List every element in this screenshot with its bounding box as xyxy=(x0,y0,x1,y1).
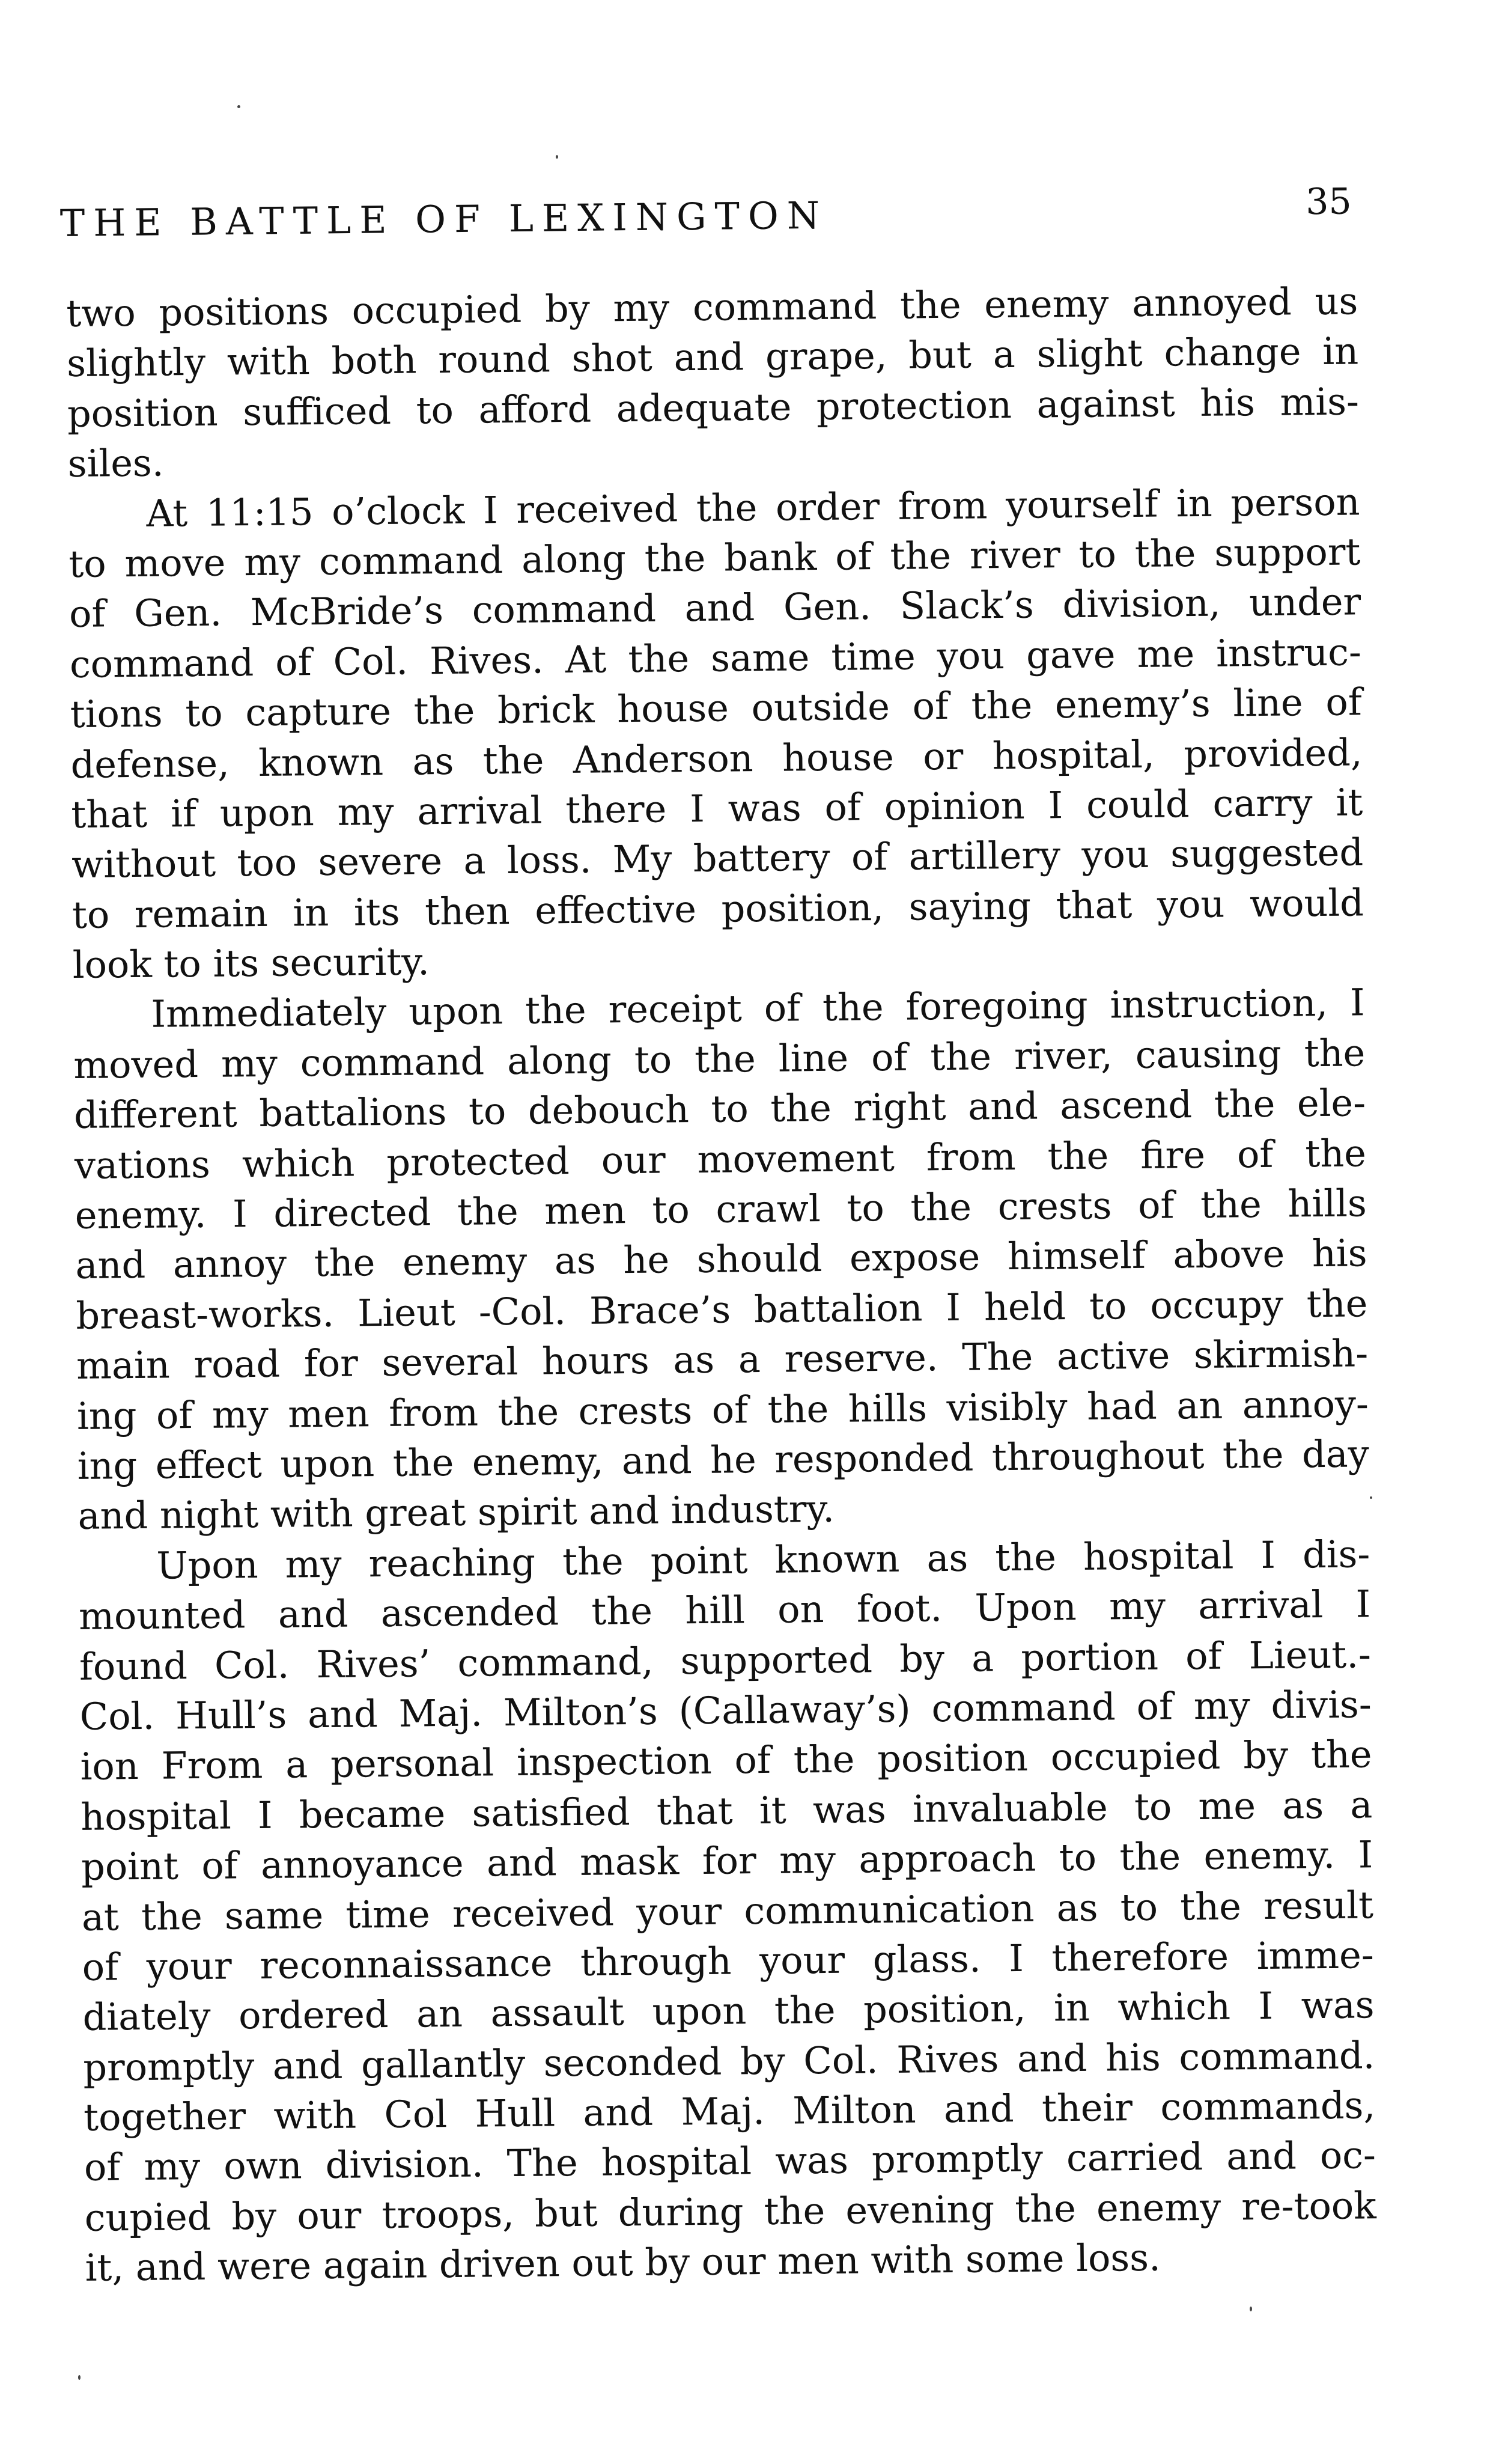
text-line: of my own division. The hospital was promptly carried and oc- xyxy=(84,2133,1376,2190)
text-line: Immediately upon the receipt of the foregoing instruction, I xyxy=(151,980,1365,1037)
text-line: siles. xyxy=(67,441,164,486)
text-line: ing effect upon the enemy, and he responded throughout the day xyxy=(77,1432,1370,1488)
paragraph xyxy=(68,477,1364,990)
text-line: point of annoyance and mask for my approach to the enemy. I xyxy=(81,1832,1373,1889)
paragraph xyxy=(66,276,1360,489)
text-line: without too severe a loss. My battery of artillery you suggested xyxy=(71,830,1364,887)
running-head xyxy=(59,180,1352,255)
paragraph xyxy=(73,978,1370,1542)
text-line: At 11:15 o’clock I received the order from yourself in person xyxy=(146,479,1360,535)
text-line: mounted and ascended the hill on foot. Upon my arrival I xyxy=(78,1582,1371,1639)
body-text xyxy=(66,276,1377,2293)
text-line: and annoy the enemy as he should expose himself above his xyxy=(75,1231,1367,1288)
text-line: slightly with both round shot and grape, but a slight change in xyxy=(66,329,1359,386)
text-line: look to its security. xyxy=(72,939,430,987)
text-line: found Col. Rives’ command, supported by a portion of Lieut.- xyxy=(79,1632,1372,1689)
scan-speck xyxy=(237,105,240,108)
text-line: defense, known as the Anderson house or hospital, provided, xyxy=(70,730,1363,787)
text-line: that if upon my arrival there I was of opinion I could carry it xyxy=(71,780,1363,837)
text-line: at the same time received your communication as to the result xyxy=(81,1882,1374,1939)
text-line: of Gen. McBride’s command and Gen. Slack’s division, under xyxy=(68,579,1361,636)
text-line: breast-works. Lieut -Col. Brace’s battalion I held to occupy the xyxy=(76,1281,1368,1338)
text-line: enemy. I directed the men to crawl to the crests of the hills xyxy=(74,1181,1367,1237)
text-line: two positions occupied by my command the enemy annoyed us xyxy=(66,279,1358,335)
scan-speck xyxy=(556,155,558,159)
text-line: to move my command along the bank of the river to the support xyxy=(68,529,1361,586)
scan-speck xyxy=(1370,1496,1372,1499)
text-line: of your reconnaissance through your glass. I therefore imme- xyxy=(82,1933,1375,1989)
running-title: THE BATTLE OF LEXINGTON xyxy=(59,193,829,245)
text-line: to remain in its then effective position, saying that you would xyxy=(71,880,1364,937)
text-line: promptly and gallantly seconded by Col. Rives and his command. xyxy=(83,2032,1375,2090)
scan-speck xyxy=(78,2375,81,2380)
paragraph xyxy=(78,1529,1377,2293)
text-line: main road for several hours as a reserve. The active skirmish- xyxy=(76,1331,1369,1388)
text-line: Upon my reaching the point known as the hospital I dis- xyxy=(156,1532,1370,1588)
text-line: Col. Hull’s and Maj. Milton’s (Callaway’s) command of my divis- xyxy=(79,1682,1372,1739)
text-line: ing of my men from the crests of the hills visibly had an annoy- xyxy=(76,1381,1369,1438)
text-line: ion From a personal inspection of the position occupied by the xyxy=(80,1732,1372,1789)
text-line: it, and were again driven out by our men with some loss. xyxy=(85,2235,1161,2290)
text-line: and night with great spirit and industry. xyxy=(78,1487,835,1538)
text-line: together with Col Hull and Maj. Milton and their commands, xyxy=(83,2083,1376,2139)
text-line: cupied by our troops, but during the evening the enemy re-took xyxy=(84,2183,1377,2240)
scan-speck xyxy=(1250,2307,1252,2311)
text-line: moved my command along to the line of the river, causing the xyxy=(73,1031,1366,1087)
text-line: position sufficed to afford adequate protection against his mis- xyxy=(67,379,1360,436)
text-line: command of Col. Rives. At the same time you gave me instruc- xyxy=(69,630,1362,686)
page-number: 35 xyxy=(1305,180,1352,224)
text-line: diately ordered an assault upon the position, in which I was xyxy=(82,1983,1375,2040)
text-line: hospital I became satisfied that it was invaluable to me as a xyxy=(81,1782,1373,1839)
text-line: different battalions to debouch to the right and ascend the ele- xyxy=(73,1081,1366,1138)
text-line: vations which protected our movement from the fire of the xyxy=(74,1130,1367,1188)
text-line: tions to capture the brick house outside of the enemy’s line of xyxy=(70,680,1363,737)
